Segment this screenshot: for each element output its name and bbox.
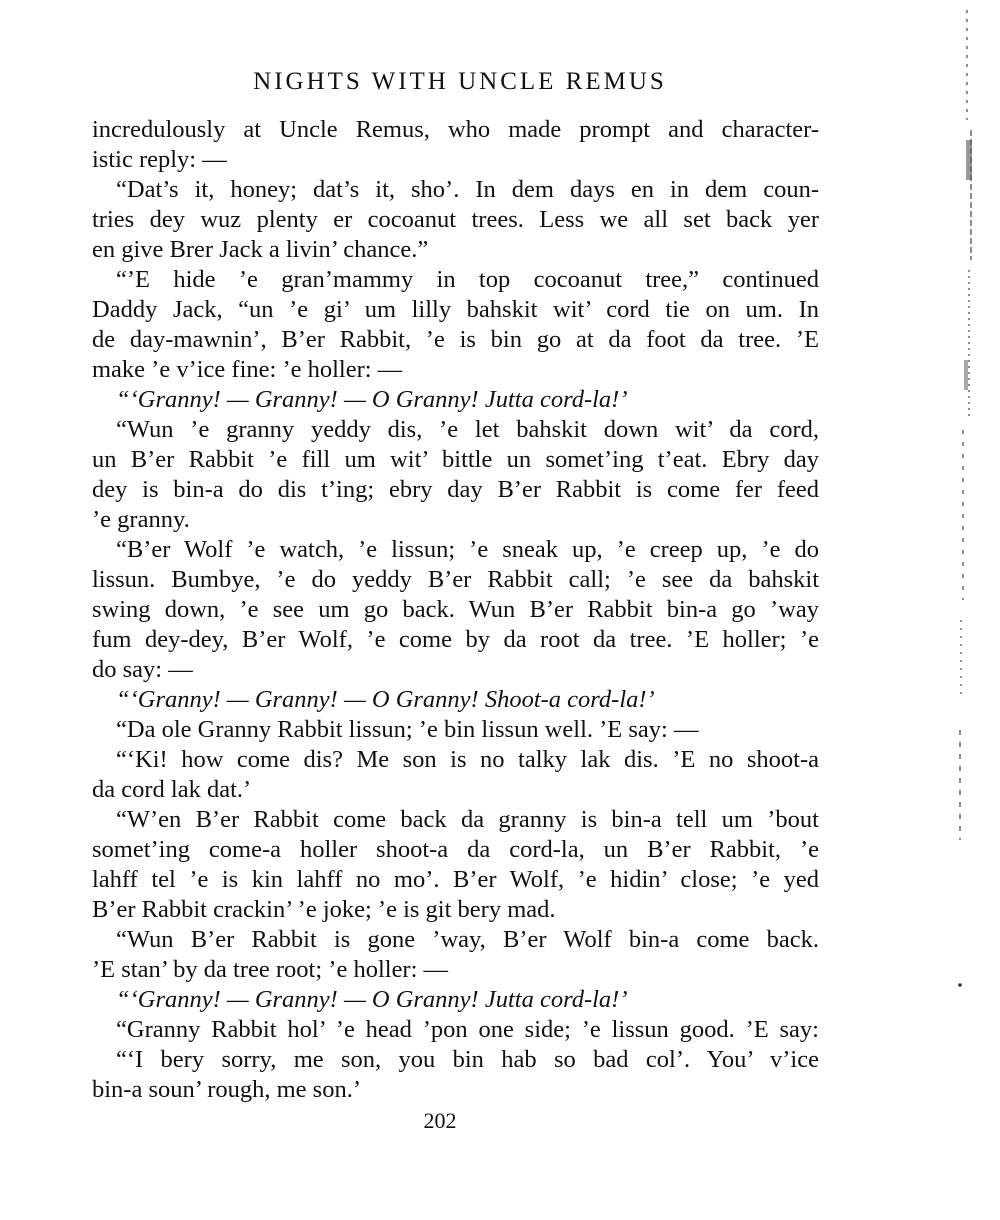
text-line: un B’er Rabbit ’e fill um wit’ bittle un somet’ing t’eat. Ebry day bbox=[92, 446, 819, 473]
text-line: “‘Granny! — Granny! — O Granny! Shoot-a cord-la!’ bbox=[116, 686, 655, 713]
text-line: da cord lak dat.’ bbox=[92, 776, 252, 803]
text-line: “Granny Rabbit hol’ ’e head ’pon one side; ’e lissun good. ’E say: bbox=[116, 1016, 819, 1043]
text-line: “Wun ’e granny yeddy dis, ’e let bahskit down wit’ da cord, bbox=[116, 416, 819, 443]
text-line: en give Brer Jack a livin’ chance.” bbox=[92, 236, 429, 263]
text-line: “Dat’s it, honey; dat’s it, sho’. In dem days en in dem coun- bbox=[116, 176, 819, 203]
page-number: 202 bbox=[423, 1108, 457, 1133]
text-line: swing down, ’e see um go back. Wun B’er Rabbit bin-a go ’way bbox=[92, 596, 819, 623]
text-line: “Da ole Granny Rabbit lissun; ’e bin lissun well. ’E say: — bbox=[116, 716, 699, 743]
scan-edge-marks bbox=[955, 0, 985, 1040]
text-line: istic reply: — bbox=[92, 146, 227, 173]
text-line: “W’en B’er Rabbit come back da granny is bin-a tell um ’bout bbox=[116, 806, 819, 833]
text-line: “’E hide ’e gran’mammy in top cocoanut tree,” continued bbox=[116, 266, 819, 293]
text-line: lissun. Bumbye, ’e do yeddy B’er Rabbit call; ’e see da bahskit bbox=[92, 566, 819, 593]
text-line: “‘Granny! — Granny! — O Granny! Jutta cord-la!’ bbox=[116, 986, 628, 1013]
text-line: dey is bin-a do dis t’ing; ebry day B’er Rabbit is come fer feed bbox=[92, 476, 819, 503]
text-line: B’er Rabbit crackin’ ’e joke; ’e is git bery mad. bbox=[92, 896, 556, 923]
text-line: bin-a soun’ rough, me son.’ bbox=[92, 1076, 361, 1103]
text-line: “‘Granny! — Granny! — O Granny! Jutta cord-la!’ bbox=[116, 386, 628, 413]
text-line: lahff tel ’e is kin lahff no mo’. B’er Wolf, ’e hidin’ close; ’e yed bbox=[92, 866, 819, 893]
text-line: somet’ing come-a holler shoot-a da cord-la, un B’er Rabbit, ’e bbox=[92, 836, 819, 863]
text-line: de day-mawnin’, B’er Rabbit, ’e is bin go at da foot da tree. ’E bbox=[92, 326, 819, 353]
text-line: make ’e v’ice fine: ’e holler: — bbox=[92, 356, 403, 383]
text-line: ’e granny. bbox=[92, 506, 190, 533]
text-line: tries dey wuz plenty er cocoanut trees. Less we all set back yer bbox=[92, 206, 819, 233]
text-line: ’E stan’ by da tree root; ’e holler: — bbox=[92, 956, 449, 983]
text-line: do say: — bbox=[92, 656, 193, 683]
text-line: “B’er Wolf ’e watch, ’e lissun; ’e sneak up, ’e creep up, ’e do bbox=[116, 536, 819, 563]
text-line: Daddy Jack, “un ’e gi’ um lilly bahskit wit’ cord tie on um. In bbox=[92, 296, 819, 323]
text-line: “‘Ki! how come dis? Me son is no talky lak dis. ’E no shoot-a bbox=[116, 746, 819, 773]
text-line: “‘I bery sorry, me son, you bin hab so bad col’. You’ v’ice bbox=[116, 1046, 819, 1073]
text-line: “Wun B’er Rabbit is gone ’way, B’er Wolf bin-a come back. bbox=[116, 926, 819, 953]
text-line: incredulously at Uncle Remus, who made prompt and character- bbox=[92, 116, 819, 143]
body-text bbox=[92, 115, 819, 1105]
running-header: NIGHTS WITH UNCLE REMUS bbox=[253, 68, 667, 95]
text-line: fum dey-dey, B’er Wolf, ’e come by da root da tree. ’E holler; ’e bbox=[92, 626, 819, 653]
